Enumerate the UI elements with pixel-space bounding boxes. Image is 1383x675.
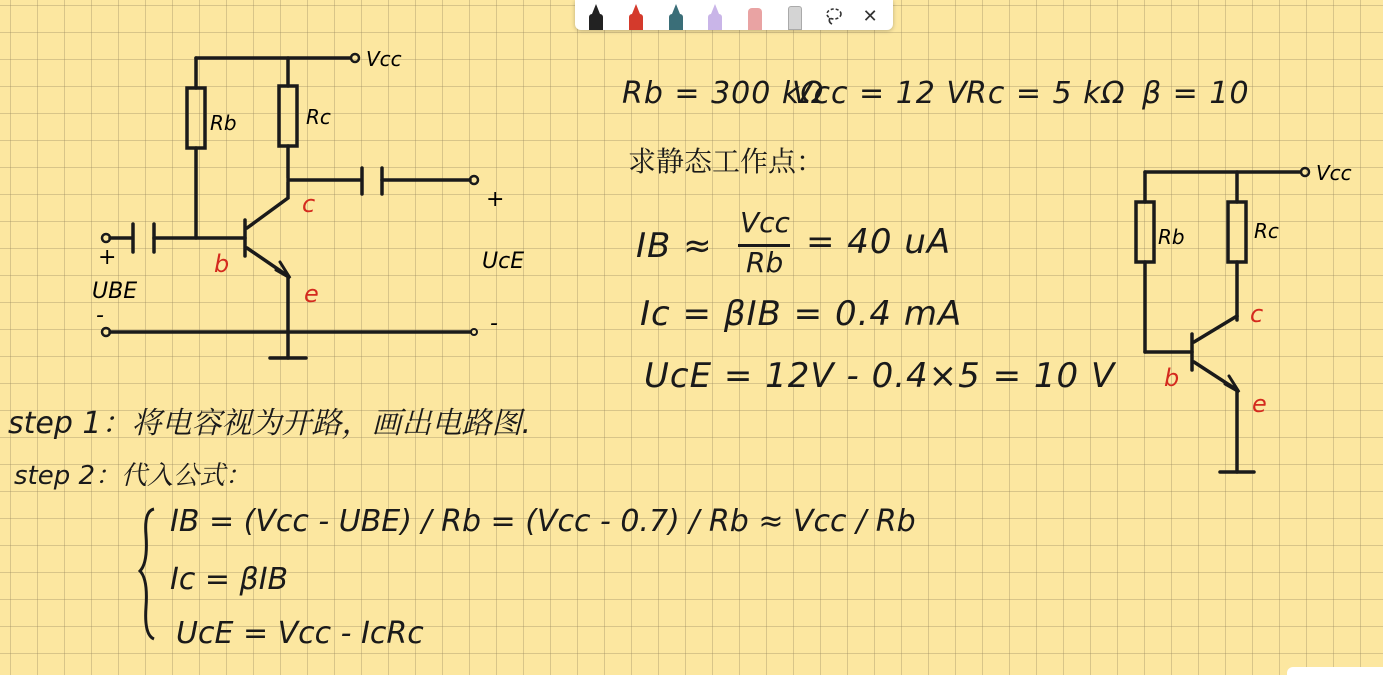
circuit1-c-label: c (302, 190, 316, 218)
brace-mark (136, 505, 160, 645)
circuit2-rc-label: Rc (1254, 219, 1279, 243)
result-ib-lhs: IB ≈ (636, 226, 713, 266)
task-text: 求静态工作点： (628, 145, 825, 178)
result-ib-numerator: Vcc (740, 206, 790, 239)
given-rc: Rc = 5 kΩ (966, 76, 1126, 111)
circuit1-ube-minus: - (96, 303, 104, 328)
circuit1-rb-label: Rb (210, 111, 237, 135)
circuit1-b-label: b (214, 250, 230, 278)
circuit1-uce-plus: + (486, 187, 505, 212)
circuit-diagram-1 (0, 0, 560, 380)
corner-panel (1287, 667, 1383, 675)
circuit1-rc-label: Rc (306, 105, 331, 129)
formula-ic: Ic = βIB (170, 562, 289, 597)
circuit1-uce-label: UcE (482, 249, 525, 274)
result-ib-denominator: Rb (746, 246, 784, 279)
circuit-diagram-2 (1100, 150, 1370, 490)
eraser-tool[interactable] (742, 2, 764, 30)
circuit2-rb-label: Rb (1158, 225, 1185, 249)
pen-toolbar (575, 0, 893, 30)
close-icon[interactable]: ✕ (862, 5, 878, 27)
given-beta: β = 10 (1142, 76, 1250, 111)
circuit2-vcc-label: Vcc (1316, 161, 1352, 185)
circuit1-ube-label: UBE (92, 279, 138, 304)
given-vcc: Vcc = 12 V (792, 76, 968, 111)
given-rb: Rb = 300 kΩ (622, 76, 825, 111)
red-pen-tool[interactable] (623, 2, 645, 30)
circuit2-e-label: e (1252, 390, 1267, 418)
circuit1-e-label: e (304, 280, 319, 308)
ruler-tool[interactable] (782, 2, 804, 30)
circuit1-vcc-label: Vcc (366, 47, 402, 71)
result-uce: UcE = 12V - 0.4×5 = 10 V (644, 356, 1116, 396)
circuit1-uce-minus: - (490, 311, 498, 336)
purple-highlighter-tool[interactable] (702, 2, 724, 30)
circuit1-ube-plus: + (98, 245, 117, 270)
circuit2-b-label: b (1164, 364, 1180, 392)
result-ic: Ic = βIB = 0.4 mA (640, 294, 963, 334)
formula-uce: UcE = Vcc - IcRc (176, 616, 424, 651)
result-ib-rhs: = 40 uA (806, 222, 952, 262)
step-1-text: step 1：将电容视为开路，画出电路图. (8, 406, 532, 441)
formula-ib: IB = (Vcc - UBE) / Rb = (Vcc - 0.7) / Rb ≈ Vcc / Rb (170, 504, 916, 539)
black-pen-tool[interactable] (583, 2, 605, 30)
step-2-text: step 2：代入公式： (14, 461, 252, 491)
lasso-icon[interactable] (822, 2, 848, 30)
circuit2-c-label: c (1250, 300, 1264, 328)
teal-pen-tool[interactable] (663, 2, 685, 30)
